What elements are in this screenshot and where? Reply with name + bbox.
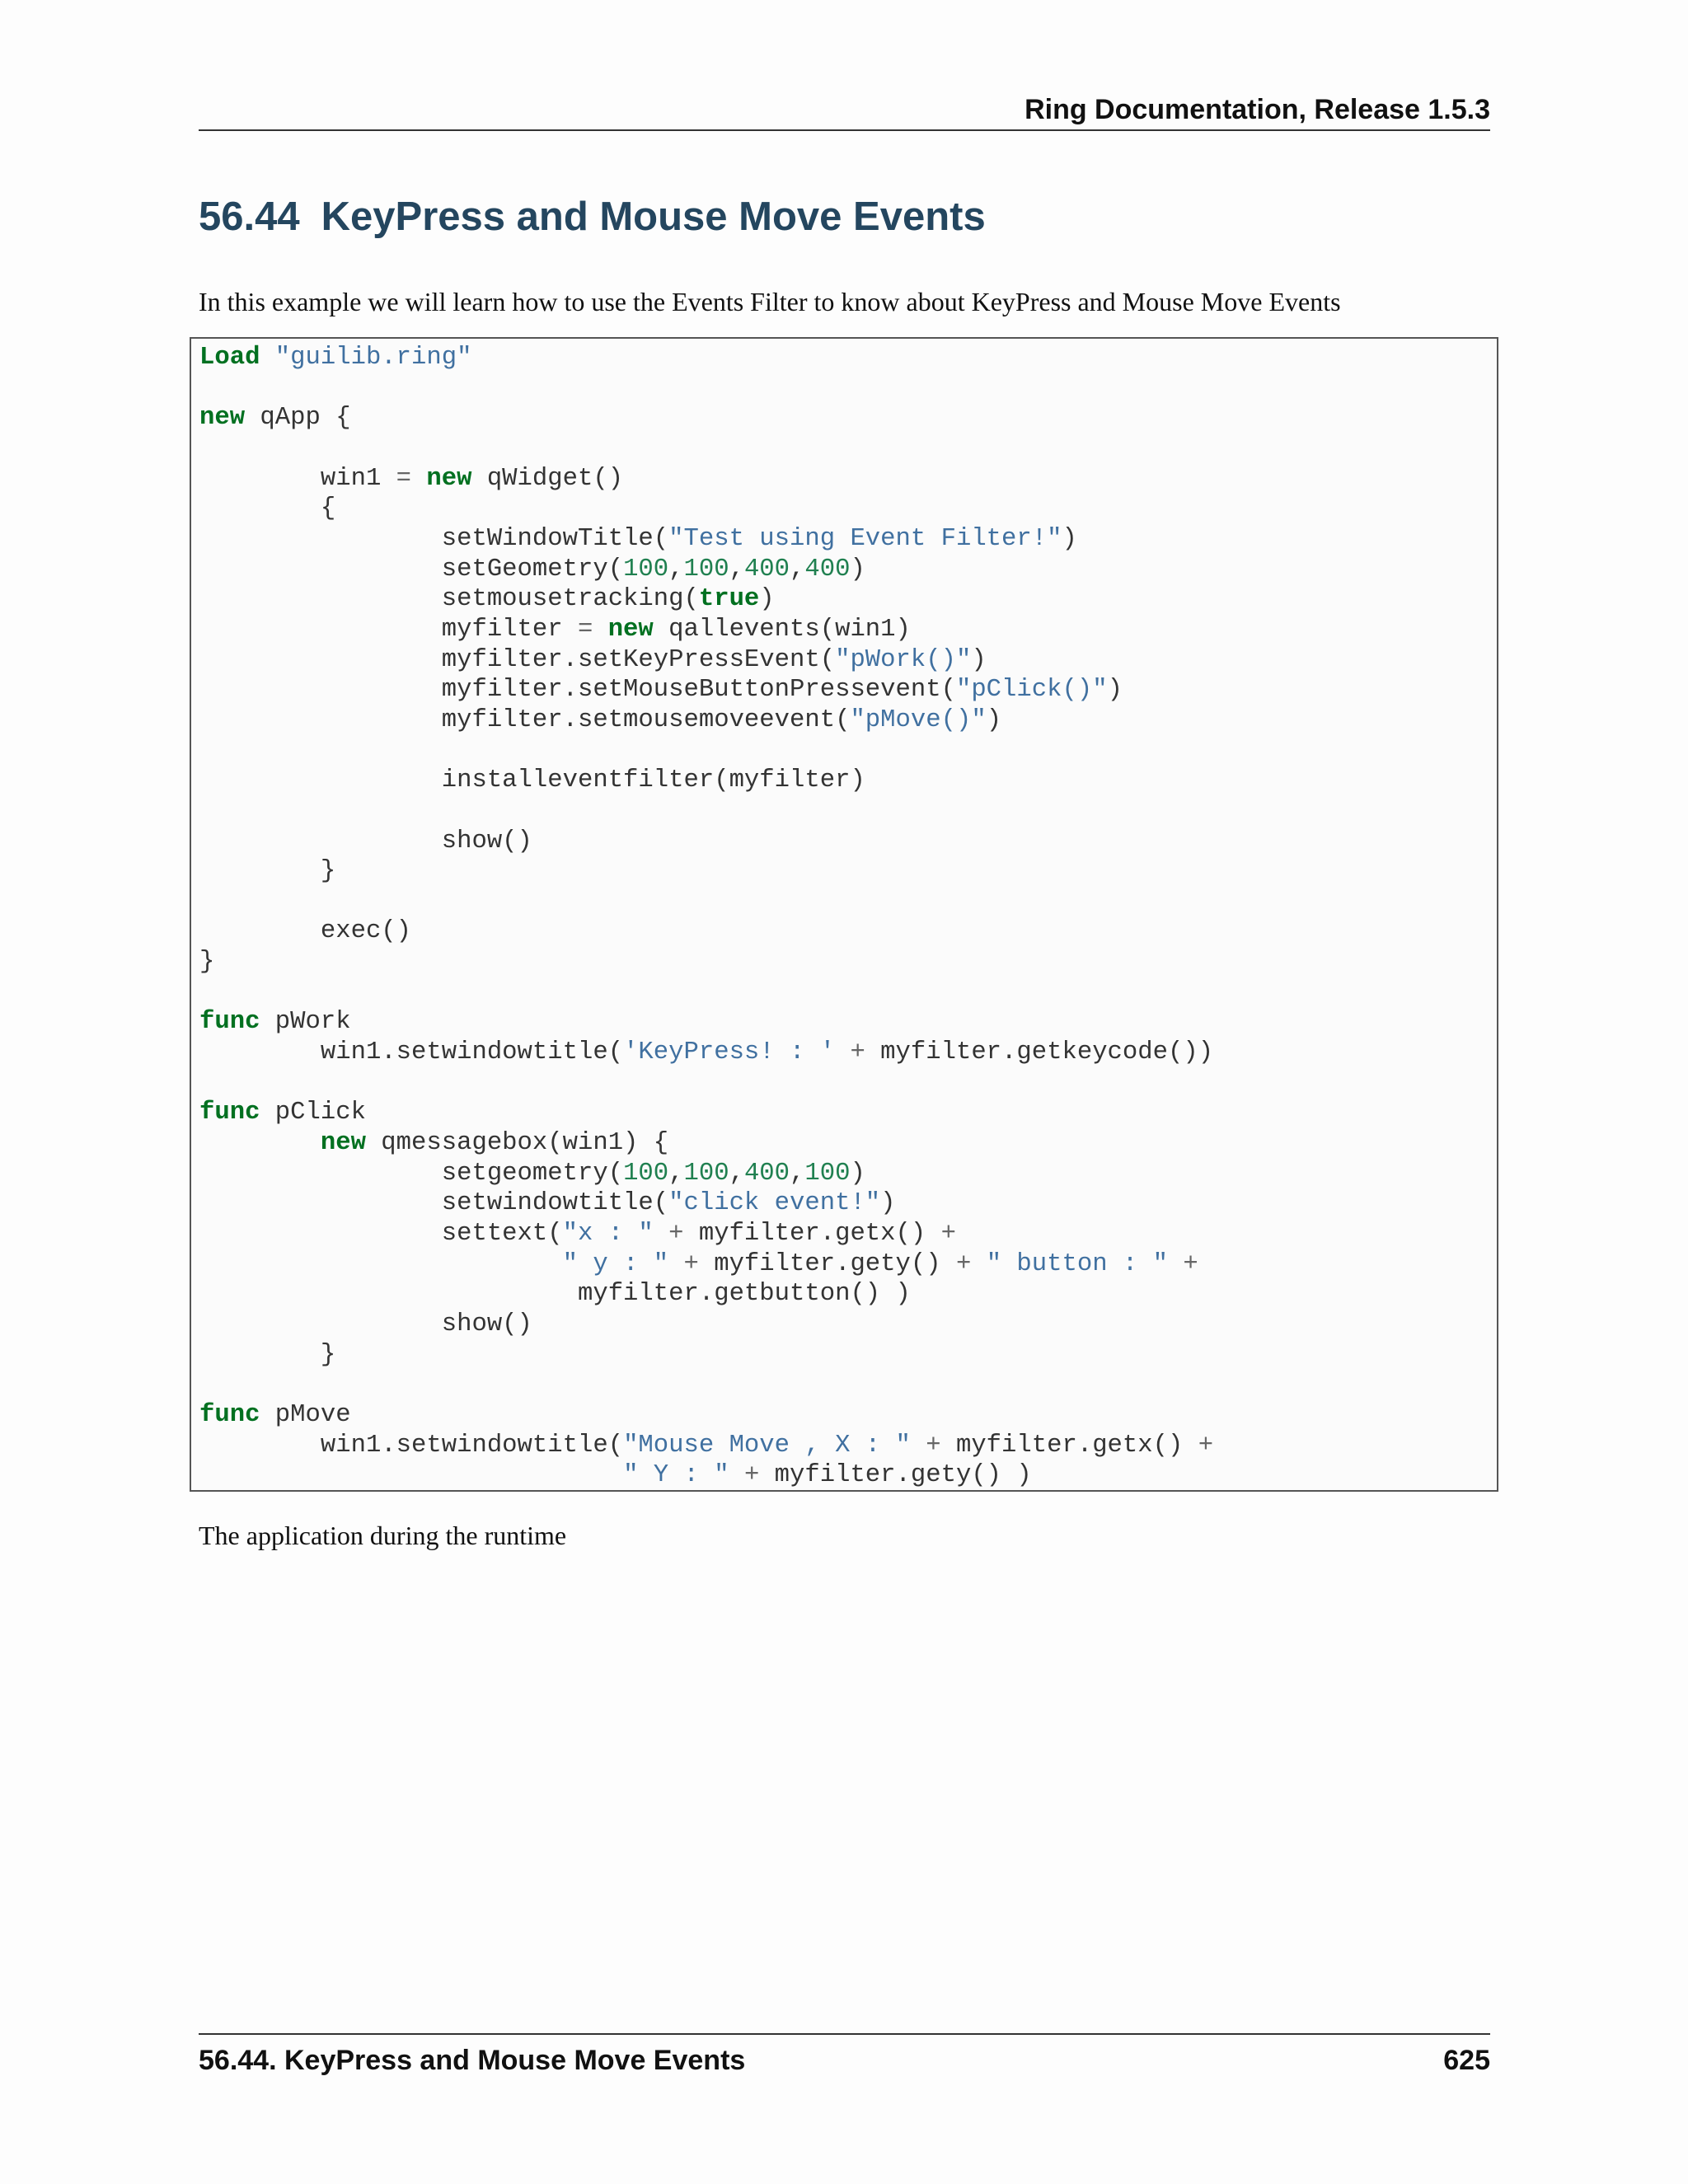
code-line <box>199 555 1213 585</box>
code-line <box>199 615 1213 645</box>
code-token: pClick <box>260 1099 366 1127</box>
code-token: " Y : " <box>623 1461 729 1490</box>
code-token: " y : " <box>562 1249 669 1278</box>
code-line <box>199 1279 1213 1310</box>
page-header <box>199 92 1490 131</box>
code-token <box>593 616 607 644</box>
code-token: pWork <box>260 1008 351 1037</box>
code-token <box>1168 1250 1183 1278</box>
code-line <box>199 1400 1213 1431</box>
code-token: 'KeyPress! : ' <box>623 1038 836 1067</box>
code-line <box>199 584 1213 615</box>
code-listing <box>199 343 1213 1491</box>
code-line <box>199 827 1213 857</box>
code-line <box>199 856 1213 887</box>
code-token: myfilter.getkeycode()) <box>865 1038 1214 1067</box>
code-token: pMove <box>260 1400 351 1429</box>
code-line <box>199 736 1213 766</box>
code-token: myfilter.setmousemoveevent( <box>199 705 851 734</box>
code-token: + <box>743 1461 760 1490</box>
code-line <box>199 1431 1213 1461</box>
code-token <box>654 1220 668 1248</box>
code-token: ) <box>880 1189 896 1218</box>
code-token: myfilter.getx() <box>683 1220 941 1249</box>
footer-section: 56.44. KeyPress and Mouse Move Events <box>199 2045 746 2076</box>
code-token: new <box>199 404 246 433</box>
code-token: myfilter.setMouseButtonPressevent( <box>199 676 956 705</box>
code-token: + <box>926 1431 941 1460</box>
code-token: + <box>1183 1249 1198 1278</box>
code-token: "Test using Event Filter!" <box>668 524 1062 553</box>
code-token: "x : " <box>562 1220 654 1249</box>
code-token: "pWork()" <box>835 645 972 674</box>
code-token: exec() <box>199 917 412 946</box>
runtime-caption: The application during the runtime <box>199 1521 567 1550</box>
code-line <box>199 464 1213 494</box>
code-line <box>199 1188 1213 1219</box>
code-token: + <box>940 1220 956 1249</box>
code-token: "Mouse Move , X : " <box>623 1431 911 1460</box>
section-number: 56.44 <box>199 194 300 239</box>
code-token: qmessagebox(win1) { <box>365 1129 669 1158</box>
code-token: ) <box>1107 676 1123 705</box>
code-token: , <box>668 555 684 583</box>
code-token: "click event!" <box>668 1189 881 1218</box>
code-token: , <box>668 1159 684 1188</box>
code-token: settext( <box>199 1220 563 1249</box>
code-line <box>199 524 1213 555</box>
code-line <box>199 1310 1213 1340</box>
code-line <box>199 494 1213 524</box>
code-token: , <box>729 1159 744 1188</box>
code-token: func <box>199 1008 260 1037</box>
code-token <box>971 1250 986 1278</box>
code-token: } <box>199 1340 336 1369</box>
code-token <box>668 1250 683 1278</box>
code-token: } <box>199 948 215 977</box>
code-token: 100 <box>623 555 669 583</box>
code-line <box>199 916 1213 947</box>
code-token: "pMove()" <box>850 705 987 734</box>
code-token: , <box>729 555 744 583</box>
page-number: 625 <box>1443 2045 1490 2076</box>
code-line <box>199 1219 1213 1249</box>
code-token: qApp { <box>245 404 351 433</box>
code-token: setGeometry( <box>199 555 624 583</box>
code-token: func <box>199 1400 260 1429</box>
code-line <box>199 1128 1213 1159</box>
code-line <box>199 1038 1213 1068</box>
code-token: show() <box>199 827 532 855</box>
code-token: new <box>320 1129 366 1158</box>
code-line <box>199 1159 1213 1189</box>
page-footer <box>199 2033 1490 2076</box>
code-line <box>199 947 1213 977</box>
code-token: 400 <box>743 1159 790 1188</box>
code-token: myfilter.gety() <box>698 1249 956 1278</box>
code-line <box>199 1460 1213 1491</box>
code-token: Load <box>199 344 260 372</box>
code-token: 400 <box>804 555 851 583</box>
code-token: show() <box>199 1310 532 1338</box>
code-token <box>199 1129 321 1157</box>
code-token: { <box>199 494 336 523</box>
code-line <box>199 1098 1213 1128</box>
code-token: installeventfilter(myfilter) <box>199 766 865 795</box>
code-token <box>411 465 426 493</box>
code-token: win1 <box>199 464 396 493</box>
code-token: ) <box>971 645 987 674</box>
code-line <box>199 766 1213 796</box>
section-heading <box>199 194 986 240</box>
code-line <box>199 675 1213 705</box>
code-token: myfilter.getx() <box>940 1431 1198 1460</box>
code-line <box>199 645 1213 676</box>
code-token: = <box>396 464 412 493</box>
code-line <box>199 373 1213 404</box>
code-token: 400 <box>743 555 790 583</box>
code-line <box>199 1340 1213 1371</box>
code-token: "guilib.ring" <box>274 344 472 372</box>
code-token: 100 <box>683 1159 729 1188</box>
code-token: " button : " <box>986 1249 1168 1278</box>
code-block <box>190 337 1498 1492</box>
code-token: ) <box>850 555 865 583</box>
code-token: + <box>850 1038 865 1067</box>
code-token: 100 <box>683 555 729 583</box>
code-token: } <box>199 857 336 886</box>
code-token: ) <box>986 705 1002 734</box>
code-token <box>260 344 274 372</box>
code-line <box>199 403 1213 434</box>
code-token: "pClick()" <box>955 676 1108 705</box>
code-token: 100 <box>804 1159 851 1188</box>
code-line <box>199 796 1213 827</box>
code-token: new <box>426 464 472 493</box>
code-line <box>199 887 1213 917</box>
code-token <box>199 1250 563 1278</box>
code-line <box>199 343 1213 373</box>
code-token: win1.setwindowtitle( <box>199 1038 624 1067</box>
code-line <box>199 1249 1213 1280</box>
section-title: KeyPress and Mouse Move Events <box>321 194 986 239</box>
code-token: setgeometry( <box>199 1159 624 1188</box>
code-token: + <box>683 1249 699 1278</box>
code-token <box>911 1432 926 1460</box>
code-line <box>199 1068 1213 1099</box>
code-token: ) <box>759 585 775 614</box>
code-token: setwindowtitle( <box>199 1189 669 1218</box>
code-token: win1.setwindowtitle( <box>199 1431 624 1460</box>
code-token: setWindowTitle( <box>199 524 669 553</box>
code-token: new <box>607 615 654 644</box>
code-token: myfilter.getbutton() ) <box>199 1280 911 1309</box>
code-token: + <box>668 1220 684 1249</box>
code-token: myfilter.setKeyPressEvent( <box>199 645 836 674</box>
intro-paragraph: In this example we will learn how to use the Events Filter to know about KeyPress and Mouse Move Events <box>199 287 1341 316</box>
code-token: ) <box>1062 524 1077 553</box>
code-token: ) <box>850 1159 865 1188</box>
code-token: true <box>698 585 760 614</box>
code-line <box>199 977 1213 1008</box>
code-token: , <box>790 1159 805 1188</box>
header-title: Ring Documentation, Release 1.5.3 <box>1025 94 1490 125</box>
code-token <box>729 1461 744 1489</box>
code-token: myfilter.gety() ) <box>759 1461 1032 1490</box>
code-token: setmousetracking( <box>199 585 699 614</box>
code-token: , <box>790 555 805 583</box>
code-line <box>199 1007 1213 1038</box>
code-token <box>199 1461 623 1489</box>
code-line <box>199 434 1213 464</box>
code-token: + <box>955 1249 972 1278</box>
code-token: = <box>577 615 593 644</box>
code-token: qWidget() <box>471 464 624 493</box>
code-token: qallevents(win1) <box>653 615 911 644</box>
code-token <box>835 1038 850 1066</box>
code-token: func <box>199 1099 260 1127</box>
code-line <box>199 1370 1213 1400</box>
code-token: + <box>1198 1431 1214 1460</box>
code-token: myfilter <box>199 615 578 644</box>
code-line <box>199 705 1213 736</box>
code-token: 100 <box>623 1159 669 1188</box>
